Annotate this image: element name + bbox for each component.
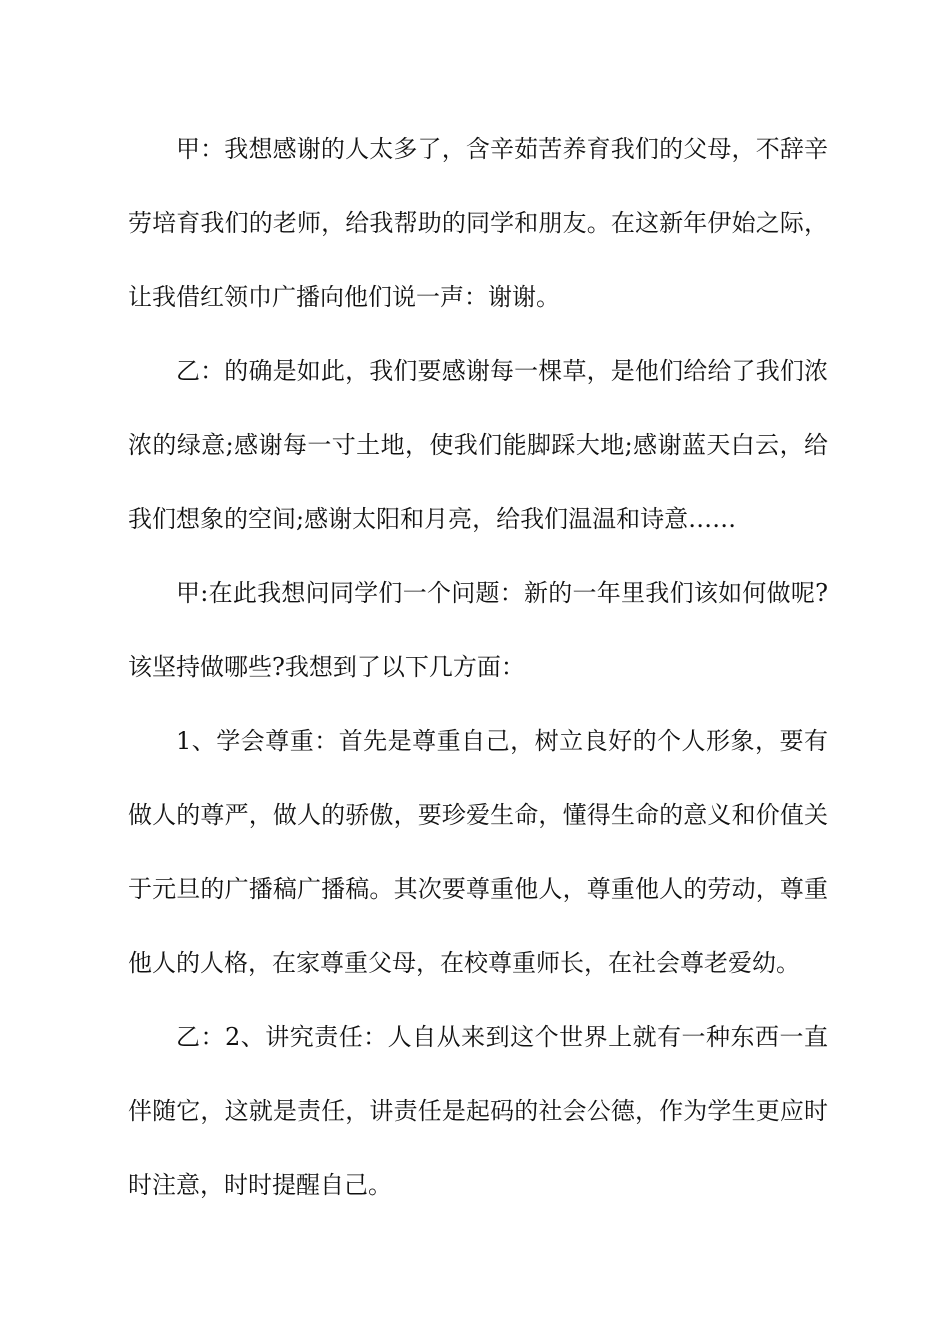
paragraph-2: 乙：的确是如此，我们要感谢每一棵草，是他们给给了我们浓浓的绿意;感谢每一寸土地，使我们能脚踩大地;感谢蓝天白云，给我们想象的空间;感谢太阳和月亮，给我们温温和诗意……	[128, 357, 828, 533]
paragraph-3: 甲:在此我想问同学们一个问题：新的一年里我们该如何做呢?该坚持做哪些?我想到了以下几方面：	[128, 579, 828, 681]
paragraph-1: 甲：我想感谢的人太多了，含辛茹苦养育我们的父母，不辞辛劳培育我们的老师，给我帮助的同学和朋友。在这新年伊始之际，让我借红领巾广播向他们说一声：谢谢。	[128, 135, 828, 311]
paragraph-5: 乙：2、讲究责任：人自从来到这个世界上就有一种东西一直伴随它，这就是责任，讲责任是起码的社会公德，作为学生更应时时注意，时时提醒自己。	[128, 1023, 828, 1199]
document-body	[128, 112, 828, 1222]
paragraph-4: 1、学会尊重：首先是尊重自己，树立良好的个人形象，要有做人的尊严，做人的骄傲，要珍爱生命，懂得生命的意义和价值关于元旦的广播稿广播稿。其次要尊重他人，尊重他人的劳动，尊重他人的人格，在家尊重父母，在校尊重师长，在社会尊老爱幼。	[128, 727, 828, 977]
